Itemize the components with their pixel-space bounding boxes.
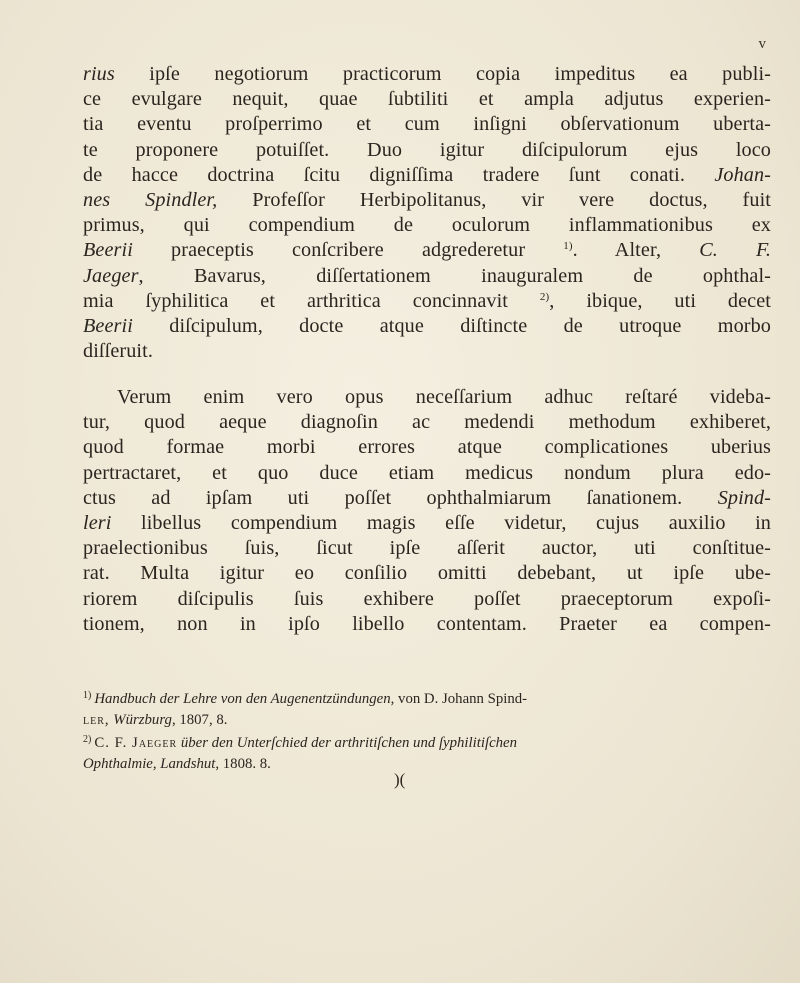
text-line: ce evulgare nequit, quae ſubtiliti et ampla adjutus experien-: [83, 88, 771, 111]
text-line: rat. Multa igitur eo conſilio omitti debebant, ut ipſe ube-: [83, 562, 771, 585]
name-johan: Johan-: [714, 163, 771, 186]
text-line: tia eventu proſperrimo et cum inſigni obſervationum uberta-: [83, 113, 771, 136]
signature-mark: v: [758, 36, 766, 52]
footnote-2: $^{2)}$ C. F. Jaeger über den Unterſchied der arthritiſchen und ſyphilitiſchen: [83, 734, 518, 751]
text-line: Verum enim vero opus neceſſarium adhuc reſtaré videba-: [117, 386, 771, 408]
text-line: Beerii praeceptis conſcribere adgrederetur $^{1)}$. Alter, C. F.: [83, 239, 772, 262]
paragraph-2: [83, 385, 771, 637]
text-line: primus, qui compendium de oculorum inflammationibus ex: [83, 214, 771, 237]
text-line: riorem diſcipulis ſuis exhibere poſſet praeceptorum expoſi-: [83, 587, 771, 610]
text-line: te proponere potuiſſet. Duo igitur diſcipulorum ejus loco: [83, 138, 771, 161]
text-line: nes Spindler, Profeſſor Herbipolitanus, vir vere doctus, fuit: [83, 189, 771, 212]
text-line: ctus ad ipſam uti poſſet ophthalmiarum ſanationem. Spind-: [83, 486, 771, 509]
text-line: de hacce doctrina ſcitu digniſſima tradere ſunt conati. Johan-: [83, 163, 771, 186]
catchword-ornament: )(: [394, 770, 406, 789]
footnote-2-cont: Ophthalmie, Landshut, 1808. 8.: [83, 755, 271, 772]
footnote-ref-2: 2): [539, 290, 550, 303]
text-line: diſſeruit.: [83, 340, 153, 363]
footnotes: [83, 686, 771, 774]
footnote-1: $^{1)}$ Handbuch der Lehre von den Augenentzündungen, von D. Johann Spind-: [83, 690, 528, 707]
text-line: Jaeger, Bavarus, diſſertationem inauguralem de ophthal-: [83, 264, 771, 287]
text-line: tionem, non in ipſo libello contentam. Praeter ea compen-: [83, 612, 771, 635]
text-line: praelectionibus ſuis, ſicut ipſe aſſerit auctor, uti conſtitue-: [83, 537, 771, 560]
text-line: Beerii diſcipulum, docte atque diſtincte de utroque morbo: [83, 315, 771, 338]
paragraph-1: [83, 62, 771, 364]
footnote-ref-1: 1): [563, 240, 573, 253]
text-line: mia ſyphilitica et arthritica concinnavit $^{2)}$, ibique, uti decet: [83, 289, 772, 312]
text-line: quod formae morbi errores atque complicationes uberius: [83, 436, 771, 459]
text-line: tur, quod aeque diagnoſin ac medendi methodum exhiberet,: [83, 411, 771, 434]
text-line: rius ipſe negotiorum practicorum copia impeditus ea publi-: [83, 63, 771, 85]
text-line: leri libellus compendium magis eſſe videtur, cujus auxilio in: [83, 512, 771, 535]
text-line: pertractaret, et quo duce etiam medicus nondum plura edo-: [83, 461, 771, 484]
footnote-1-cont: ler, Würzburg, 1807, 8.: [83, 711, 228, 728]
